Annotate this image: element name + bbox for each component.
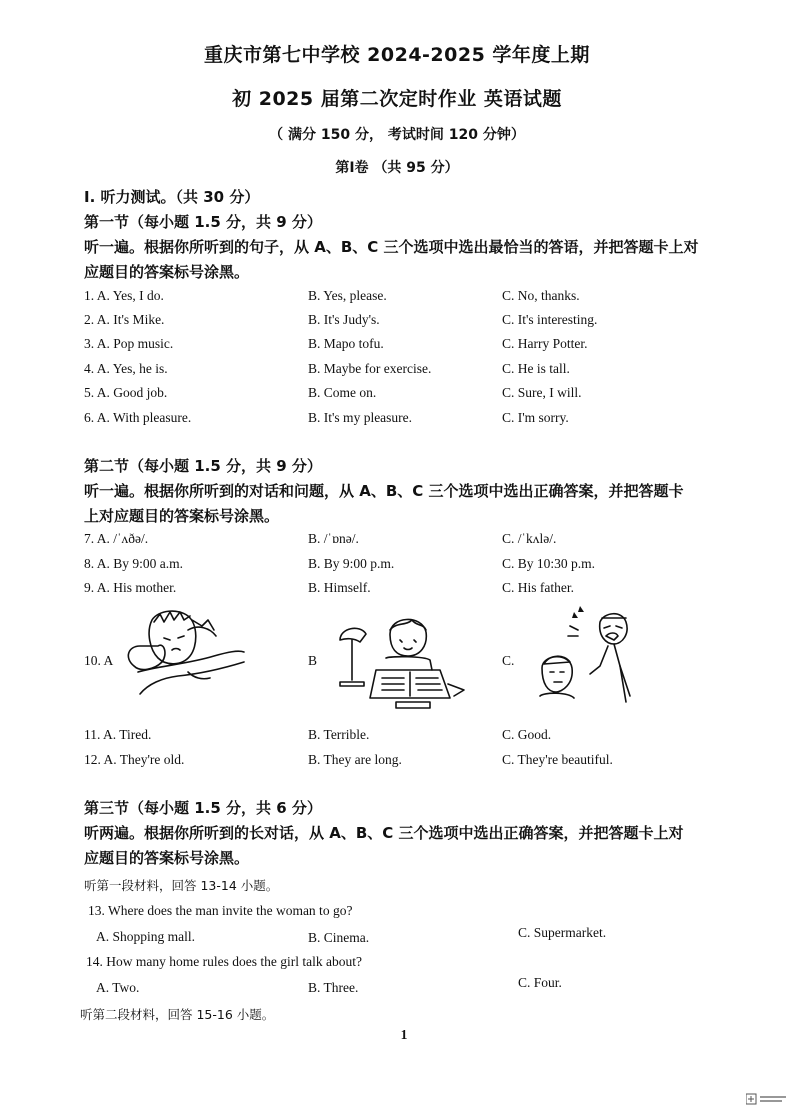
q3-option-b: B. Mapo tofu. [308, 336, 384, 351]
q14-option-b: B. Three. [308, 980, 359, 995]
q6-option-a: 6. A. With pleasure. [84, 410, 192, 425]
q7-option-c: C. /ˈkʌlə/. [502, 531, 557, 546]
q1-option-b: B. Yes, please. [308, 288, 387, 303]
section2-instruction-line1: 听一遍。根据你所听到的对话和问题，从 A、B、C 三个选项中选出正确答案，并把答题卡 [84, 482, 684, 500]
q8-option-a: 8. A. By 9:00 a.m. [84, 556, 184, 571]
q6-option-c: C. I'm sorry. [502, 410, 569, 425]
exam-meta: （ 满分 150 分， 考试时间 120 分钟） [269, 127, 525, 143]
q11-option-c: C. Good. [502, 727, 552, 742]
q10-option-a: 10. A [84, 653, 114, 668]
q7-option-a: 7. A. /ˈʌðə/. [84, 531, 149, 546]
q14-option-a: A. Two. [96, 980, 140, 995]
q1-option-c: C. No, thanks. [502, 288, 580, 303]
q5-option-c: C. Sure, I will. [502, 385, 582, 400]
exam-title: 初 2025 届第二次定时作业 英语试题 [232, 88, 562, 110]
section3-title: 第三节（每小题 1.5 分，共 6 分） [84, 799, 322, 817]
q3-option-c: C. Harry Potter. [502, 336, 588, 351]
q9-option-c: C. His father. [502, 580, 574, 595]
q8-option-c: C. By 10:30 p.m. [502, 556, 596, 571]
material1-note: 听第一段材料，回答 13-14 小题。 [84, 878, 279, 893]
q4-option-c: C. He is tall. [502, 361, 570, 376]
q9-option-b: B. Himself. [308, 580, 371, 595]
q10-picture-b-boy-doing-homework [330, 610, 470, 710]
q12-option-c: C. They're beautiful. [502, 752, 613, 767]
q3-option-a: 3. A. Pop music. [84, 336, 174, 351]
school-title: 重庆市第七中学校 2024-2025 学年度上期 [204, 44, 590, 66]
q11-option-a: 11. A. Tired. [84, 727, 152, 742]
q14-stem: 14. How many home rules does the girl talk about? [86, 954, 362, 969]
page-number: 1 [400, 1027, 408, 1042]
part1-title: Ⅰ. 听力测试。（共 30 分） [84, 188, 260, 206]
section1-title: 第一节（每小题 1.5 分，共 9 分） [84, 213, 322, 231]
q6-option-b: B. It's my pleasure. [308, 410, 413, 425]
q10-option-b: B [308, 653, 318, 668]
q14-option-c: C. Four. [518, 975, 562, 990]
q2-option-a: 2. A. It's Mike. [84, 312, 165, 327]
section1-instruction-line1: 听一遍。根据你所听到的句子，从 A、B、C 三个选项中选出最恰当的答语，并把答题卡上对 [84, 238, 699, 256]
q10-option-c: C. [502, 653, 515, 668]
section2-instruction-line2: 上对应题目的答案标号涂黑。 [84, 507, 280, 525]
scanner-stamp-icon [746, 1090, 788, 1102]
volume-title: 第Ⅰ卷 （共 95 分） [335, 160, 459, 176]
q5-option-a: 5. A. Good job. [84, 385, 168, 400]
q10-picture-c-father-scolding-boy [530, 604, 642, 708]
q12-option-b: B. They are long. [308, 752, 402, 767]
section3-instruction-line2: 应题目的答案标号涂黑。 [84, 849, 250, 867]
q5-option-b: B. Come on. [308, 385, 377, 400]
section2-title: 第二节（每小题 1.5 分，共 9 分） [84, 457, 322, 475]
q13-option-c: C. Supermarket. [518, 925, 607, 940]
q2-option-c: C. It's interesting. [502, 312, 598, 327]
section3-instruction-line1: 听两遍。根据你所听到的长对话，从 A、B、C 三个选项中选出正确答案，并把答题卡上对 [84, 824, 684, 842]
q4-option-b: B. Maybe for exercise. [308, 361, 432, 376]
q13-option-a: A. Shopping mall. [96, 929, 196, 944]
q12-option-a: 12. A. They're old. [84, 752, 185, 767]
q1-option-a: 1. A. Yes, I do. [84, 288, 164, 303]
material2-note: 听第二段材料，回答 15-16 小题。 [80, 1007, 275, 1022]
q2-option-b: B. It's Judy's. [308, 312, 380, 327]
q11-option-b: B. Terrible. [308, 727, 370, 742]
section1-instruction-line2: 应题目的答案标号涂黑。 [84, 263, 250, 281]
q4-option-a: 4. A. Yes, he is. [84, 361, 168, 376]
q13-stem: 13. Where does the man invite the woman to go? [88, 903, 353, 918]
q7-option-b: B. /ˈɒnə/. [308, 531, 359, 546]
q13-option-b: B. Cinema. [308, 930, 370, 945]
q10-picture-a-sick-boy-in-bed [118, 606, 248, 696]
q9-option-a: 9. A. His mother. [84, 580, 177, 595]
q8-option-b: B. By 9:00 p.m. [308, 556, 395, 571]
